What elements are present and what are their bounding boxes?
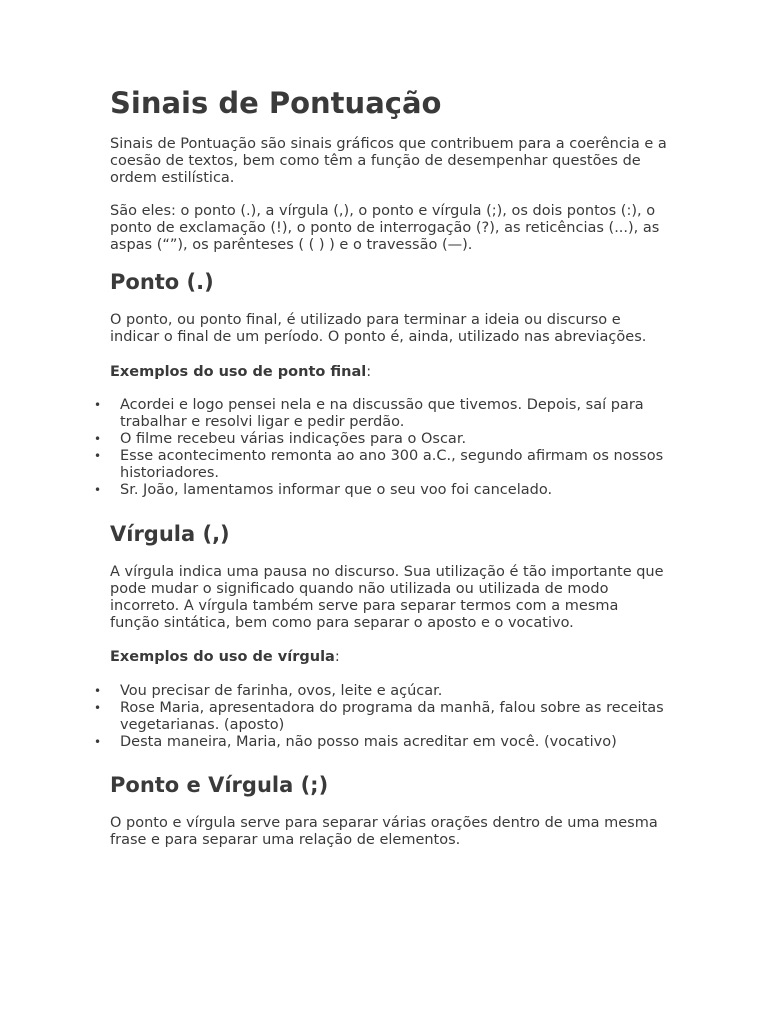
list-item: • Desta maneira, Maria, não posso mais acreditar em você. (vocativo) xyxy=(94,734,617,750)
section-body-virgula: A vírgula indica uma pausa no discurso. Sua utilização é tão importante que pode mudar o significado quando não utilizada ou utilizada de modo incorreto. A vírgula também serve para separar termos com a mesma função sintática, bem como para separar o aposto e o vocativo. xyxy=(110,564,664,631)
bullet-icon: • xyxy=(94,735,102,749)
intro-paragraph: Sinais de Pontuação são sinais gráficos que contribuem para a coerência e a coesão de textos, bem como têm a função de desempenhar questões de ordem estilística. xyxy=(110,136,667,186)
document-page xyxy=(94,84,670,865)
section-heading-ponto: Ponto (.) xyxy=(110,270,214,294)
list-item: • Acordei e logo pensei nela e na discussão que tivemos. Depois, saí para trabalhar e resolvi ligar e pedir perdão. xyxy=(94,397,644,430)
list-item: • Vou precisar de farinha, ovos, leite e açúcar. xyxy=(94,683,443,699)
intro-paragraph: São eles: o ponto (.), a vírgula (,), o ponto e vírgula (;), os dois pontos (:), o ponto de exclamação (!), o ponto de interrogação (?), as reticências (...), as aspas (“”), os parênteses ( ( ) ) e o travessão (—). xyxy=(110,203,660,253)
bullet-icon: • xyxy=(94,449,102,463)
bullet-icon: • xyxy=(94,483,102,497)
bullet-icon: • xyxy=(94,684,102,698)
list-item: • Rose Maria, apresentadora do programa da manhã, falou sobre as receitas vegetarianas. (aposto) xyxy=(94,700,664,733)
section-heading-virgula: Vírgula (,) xyxy=(110,522,230,546)
page-title: Sinais de Pontuação xyxy=(110,86,442,120)
section-body-ponto: O ponto, ou ponto final, é utilizado para terminar a ideia ou discurso e indicar o final de um período. O ponto é, ainda, utilizado nas abreviações. xyxy=(110,312,647,345)
bullet-icon: • xyxy=(94,701,102,715)
bullet-icon: • xyxy=(94,398,102,412)
examples-label-virgula: Exemplos do uso de vírgula: xyxy=(110,649,340,665)
list-item: • O filme recebeu várias indicações para o Oscar. xyxy=(94,431,467,447)
examples-list-virgula xyxy=(94,683,670,751)
bullet-icon: • xyxy=(94,432,102,446)
section-body-ponto-e-virgula: O ponto e vírgula serve para separar várias orações dentro de uma mesma frase e para separar uma relação de elementos. xyxy=(110,815,658,848)
examples-label-ponto: Exemplos do uso de ponto final: xyxy=(110,364,372,380)
section-heading-ponto-e-virgula: Ponto e Vírgula (;) xyxy=(110,773,329,797)
examples-list-ponto xyxy=(94,397,670,499)
list-item: • Sr. João, lamentamos informar que o seu voo foi cancelado. xyxy=(94,482,553,498)
list-item: • Esse acontecimento remonta ao ano 300 a.C., segundo afirmam os nossos historiadores. xyxy=(94,448,664,481)
